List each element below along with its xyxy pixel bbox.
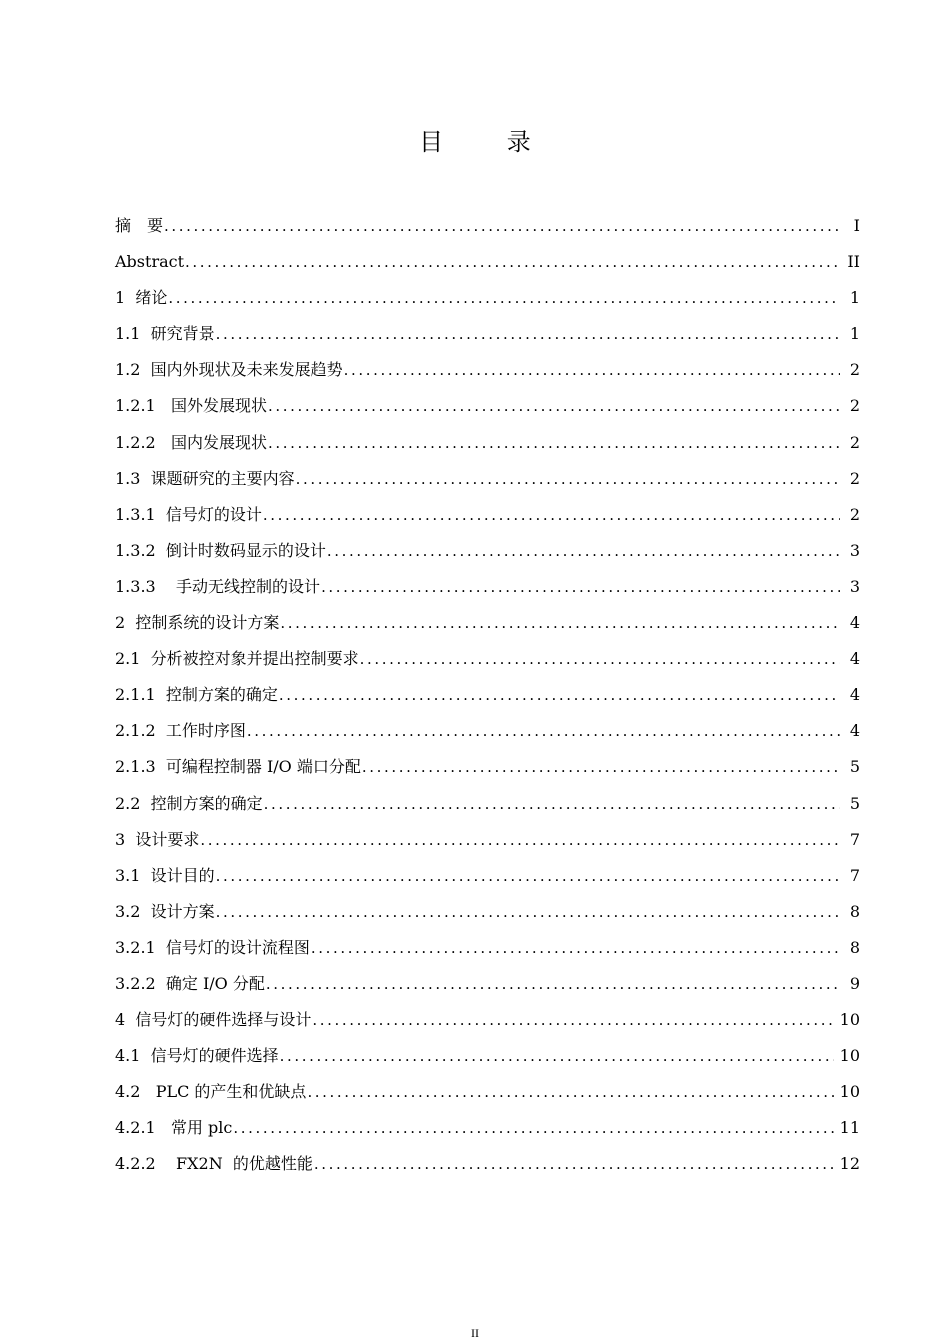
toc-entry[interactable] — [115, 822, 860, 858]
toc-entry-page: 4 — [849, 721, 860, 741]
toc-leader-dots — [200, 822, 840, 858]
toc-entry-label: 4.1 信号灯的硬件选择 — [115, 1046, 279, 1066]
toc-entry-label: 1.3 课题研究的主要内容 — [115, 468, 295, 488]
toc-entry[interactable] — [115, 677, 860, 713]
toc-entry[interactable] — [115, 1002, 860, 1038]
toc-entry-page: 9 — [849, 973, 860, 993]
toc-entry-label: 摘 要 — [115, 216, 164, 235]
toc-entry-page: 2 — [849, 396, 860, 416]
toc-entry[interactable] — [115, 352, 860, 388]
toc-leader-dots — [263, 497, 840, 533]
toc-leader-dots — [268, 388, 840, 424]
toc-entry[interactable] — [115, 858, 860, 894]
toc-entry-label: 4.2 PLC 的产生和优缺点 — [115, 1082, 307, 1102]
toc-leader-dots — [312, 1002, 833, 1038]
toc-leader-dots — [268, 425, 840, 461]
toc-leader-dots — [266, 966, 840, 1002]
toc-entry[interactable] — [115, 388, 860, 424]
toc-leader-dots — [168, 280, 840, 316]
toc-entry[interactable] — [115, 244, 860, 280]
toc-leader-dots — [280, 605, 840, 641]
toc-leader-dots — [307, 1074, 833, 1110]
toc-entry-page: 3 — [849, 540, 860, 560]
toc-entry[interactable] — [115, 641, 860, 677]
toc-entry-label: 1.3.1 信号灯的设计 — [115, 504, 262, 524]
toc-entry-page: 4 — [849, 649, 860, 669]
toc-entry-label: 1 绪论 — [115, 288, 168, 308]
toc-entry-label: 3 设计要求 — [115, 829, 200, 849]
toc-entry-page: 4 — [849, 685, 860, 705]
toc-entry-page: 8 — [849, 937, 860, 957]
toc-entry-label: 1.1 研究背景 — [115, 324, 215, 344]
toc-entry-page: 1 — [849, 288, 860, 308]
toc-leader-dots — [247, 713, 840, 749]
page-number-footer: II — [471, 1326, 479, 1340]
toc-entry[interactable] — [115, 425, 860, 461]
toc-leader-dots — [344, 352, 840, 388]
toc-entry-label: Abstract — [115, 252, 185, 272]
toc-entry-label: 3.2 设计方案 — [115, 901, 215, 921]
toc-entry-label: 2 控制系统的设计方案 — [115, 613, 280, 633]
toc-entry-page: 2 — [849, 432, 860, 452]
toc-leader-dots — [321, 569, 840, 605]
toc-entry[interactable] — [115, 208, 860, 244]
toc-leader-dots — [296, 461, 840, 497]
toc-entry-label: 4.2.1 常用 plc — [115, 1118, 233, 1138]
toc-entry[interactable] — [115, 316, 860, 352]
toc-entry[interactable] — [115, 930, 860, 966]
toc-leader-dots — [327, 533, 840, 569]
toc-entry-page: 7 — [849, 829, 860, 849]
toc-entry[interactable] — [115, 1074, 860, 1110]
toc-entry[interactable] — [115, 605, 860, 641]
toc-entry[interactable] — [115, 569, 860, 605]
toc-leader-dots — [280, 1038, 834, 1074]
toc-leader-dots — [279, 677, 840, 713]
toc-entry-label: 3.2.2 确定 I/O 分配 — [115, 973, 265, 993]
toc-entry-page: 8 — [849, 901, 860, 921]
toc-entry-label: 4 信号灯的硬件选择与设计 — [115, 1010, 312, 1030]
toc-leader-dots — [216, 858, 840, 894]
toc-entry-page: 2 — [849, 360, 860, 380]
toc-entry[interactable] — [115, 461, 860, 497]
toc-leader-dots — [314, 1146, 834, 1182]
toc-entry[interactable] — [115, 894, 860, 930]
toc-entry-label: 3.1 设计目的 — [115, 865, 215, 885]
toc-entry-label: 4.2.2 FX2N 的优越性能 — [115, 1154, 313, 1174]
toc-leader-dots — [185, 244, 840, 280]
toc-entry[interactable] — [115, 966, 860, 1002]
toc-entry-label: 2.1.3 可编程控制器 I/O 端口分配 — [115, 757, 361, 777]
toc-entry-page: 3 — [849, 576, 860, 596]
toc-entry[interactable] — [115, 1146, 860, 1182]
toc-entry-page: 5 — [849, 793, 860, 813]
toc-leader-dots — [216, 316, 840, 352]
toc-entry-page: 12 — [839, 1154, 860, 1174]
toc-entry[interactable] — [115, 497, 860, 533]
toc-entry-page: 10 — [839, 1010, 860, 1030]
toc-entry-page: 10 — [839, 1046, 860, 1066]
toc-entry-label: 3.2.1 信号灯的设计流程图 — [115, 937, 310, 957]
toc-leader-dots — [216, 894, 840, 930]
toc-leader-dots — [360, 641, 840, 677]
toc-entry-label: 1.2 国内外现状及未来发展趋势 — [115, 360, 343, 380]
toc-entry-page: 11 — [839, 1118, 860, 1138]
toc-leader-dots — [311, 930, 840, 966]
toc-entry-label: 1.3.3 手动无线控制的设计 — [115, 576, 321, 596]
toc-entry-label: 2.1.2 工作时序图 — [115, 721, 246, 741]
toc-entry[interactable] — [115, 280, 860, 316]
toc-entry-label: 1.2.2 国内发展现状 — [115, 432, 267, 452]
table-of-contents — [115, 208, 860, 1183]
toc-entry-page: 7 — [849, 865, 860, 885]
toc-entry-page: 5 — [849, 757, 860, 777]
toc-entry-page: I — [853, 216, 860, 235]
toc-entry-page: 2 — [849, 468, 860, 488]
toc-entry-label: 2.1 分析被控对象并提出控制要求 — [115, 649, 359, 669]
toc-leader-dots — [362, 749, 840, 785]
toc-entry[interactable] — [115, 533, 860, 569]
toc-entry-label: 2.2 控制方案的确定 — [115, 793, 263, 813]
toc-entry-label: 1.3.2 倒计时数码显示的设计 — [115, 540, 326, 560]
toc-entry[interactable] — [115, 1110, 860, 1146]
toc-leader-dots — [233, 1110, 833, 1146]
toc-entry-label: 1.2.1 国外发展现状 — [115, 396, 267, 416]
toc-leader-dots — [164, 208, 840, 244]
toc-entry[interactable] — [115, 1038, 860, 1074]
toc-entry-page: 1 — [849, 324, 860, 344]
toc-leader-dots — [264, 786, 840, 822]
toc-entry-page: II — [847, 252, 860, 272]
page-title: 目 录 — [419, 128, 559, 156]
toc-entry-page: 2 — [849, 504, 860, 524]
toc-entry-page: 4 — [849, 613, 860, 633]
toc-entry-label: 2.1.1 控制方案的确定 — [115, 685, 278, 705]
toc-entry[interactable] — [115, 749, 860, 785]
toc-entry-page: 10 — [839, 1082, 860, 1102]
toc-entry[interactable] — [115, 713, 860, 749]
toc-entry[interactable] — [115, 786, 860, 822]
